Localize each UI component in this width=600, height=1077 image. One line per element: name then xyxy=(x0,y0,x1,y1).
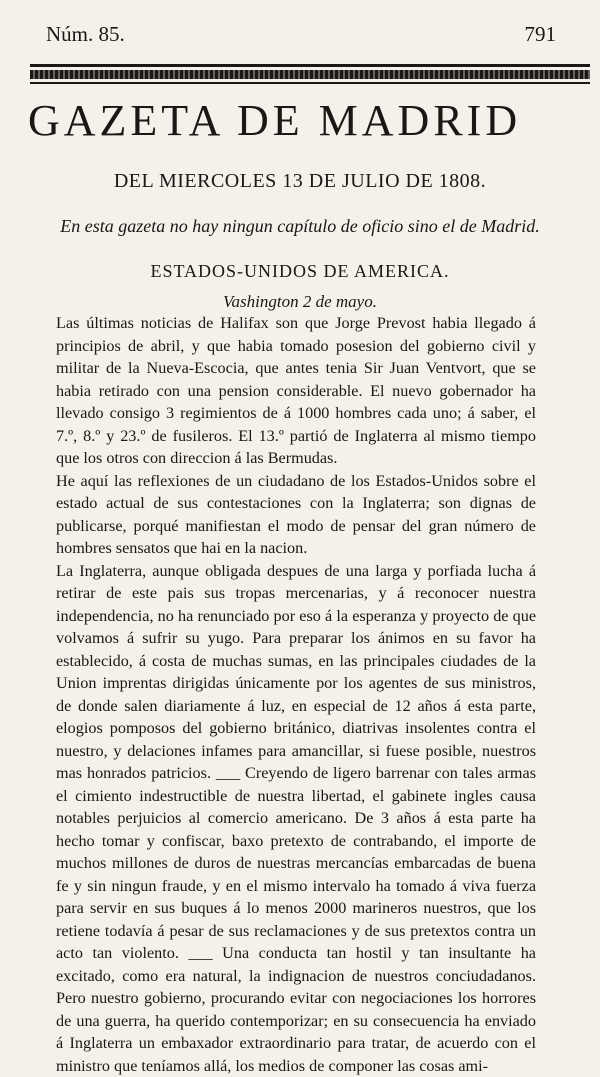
section-heading: ESTADOS-UNIDOS DE AMERICA. xyxy=(0,261,600,282)
paragraph: He aquí las reflexiones de un ciudadano de los Estados-Unidos sobre el estado actual de sus contestaciones con la Inglaterra; son dignas de publicarse, porqué manifiestan el modo de pensar del gran número de hombres sensatos que hai en la nacion. xyxy=(56,470,536,560)
top-rule xyxy=(30,64,590,67)
place-date-line: Vashington 2 de mayo. xyxy=(0,292,600,312)
dateline: DEL MIERCOLES 13 DE JULIO DE 1808. xyxy=(0,170,600,193)
official-notice: En esta gazeta no hay ningun capítulo de oficio sino el de Madrid. xyxy=(0,216,600,237)
paragraph: La Inglaterra, aunque obligada despues de una larga y porfiada lucha á retirar de este pais sus tropas mercenarias, y á reconocer nuestra independencia, no ha renunciado por eso á la esperanza y proyecto de que volvamos á sufrir su yugo. Para preparar los ánimos en su favor ha establecido, á costa de muchas sumas, en las principales ciudades de la Union imprentas dirigidas únicamente por los agentes de sus ministros, de donde salen diariamente á luz, en especial de 12 años á esta parte, elogios pomposos del gobierno británico, diatrivas insolentes contra el nuestro, y delaciones infames para amancillar, si fuese posible, nuestros mas honrados patricios. ___ Creyendo de ligero barrenar con tales armas el cimiento indestructible de nuestra libertad, el gabinete ingles causa notables perjuicios al comercio americano. De 3 años á esta parte ha hecho tomar y confiscar, baxo pretexto de contrabando, el importe de muchos millones de duros de nuestras mercancías embarcadas de buena fe y sin ningun fraude, y en el mismo intervalo ha tomado á viva fuerza para servir en sus buques á lo menos 2000 marineros nuestros, que los retiene todavía á pesar de sus reclamaciones y de sus pretextos contra un acto tan violento. ___ Una conducta tan hostil y tan insultante ha excitado, como era natural, la indignacion de nuestros conciudadanos. Pero nuestro gobierno, procurando evitar con negociaciones los horrores de una guerra, ha querido contemporizar; en su consecuencia ha enviado á Inglaterra un embaxador extraordinario para tratar, de acuerdo con el ministro que teníamos allá, los medios de componer las cosas ami- xyxy=(56,560,536,1077)
issue-number: Núm. 85. xyxy=(46,22,125,47)
masthead-title: GAZETA DE MADRID xyxy=(28,99,576,143)
bottom-rule xyxy=(30,82,590,84)
ornamental-rule xyxy=(30,70,590,79)
page-number: 791 xyxy=(525,22,557,47)
article-body xyxy=(56,312,536,1077)
paragraph: Las últimas noticias de Halifax son que Jorge Prevost habia llegado á principios de abril, y que habia tomado posesion del gobierno civil y militar de la Nueva-Escocia, que antes tenia Sir Juan Ventvort, que se habia retirado con una pension considerable. El nuevo gobernador ha llevado consigo 3 regimientos de á 1000 hombres cada uno; á saber, el 7.º, 8.º y 23.º de fusileros. El 13.º partió de Inglaterra al mismo tiempo que los otros con direccion á las Bermudas. xyxy=(56,312,536,470)
